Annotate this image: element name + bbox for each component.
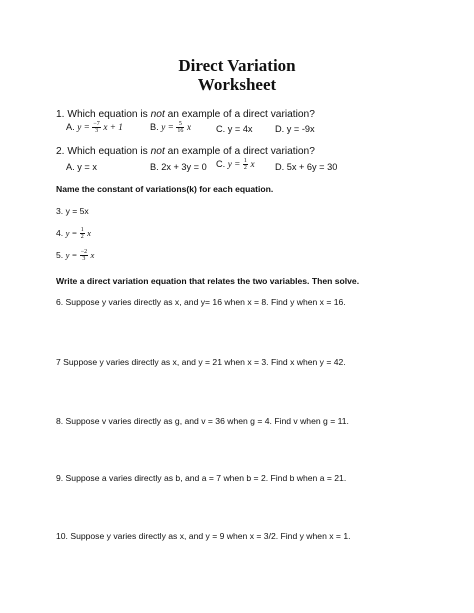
- question-5: [56, 249, 94, 262]
- fraction-numerator: −2: [80, 249, 88, 255]
- fraction-denominator: 3: [95, 128, 99, 134]
- equation-lhs: y =: [65, 227, 78, 238]
- option-fraction: [92, 121, 100, 134]
- question-2-option-a: [66, 162, 97, 172]
- section-heading-constant: Name the constant of variations(k) for each equation.: [56, 184, 274, 194]
- question-1-option-c: [216, 124, 253, 134]
- question-2-emphasis: not: [150, 146, 165, 157]
- fraction-numerator: 1: [80, 227, 84, 233]
- question-6: 6. Suppose y varies directly as x, and y= 16 when x = 8. Find y when x = 16.: [56, 297, 346, 307]
- option-text: y = -9x: [286, 124, 315, 134]
- title-line-1: Direct Variation: [178, 56, 296, 75]
- option-fraction: [176, 121, 184, 134]
- fraction-numerator: −7: [93, 121, 100, 127]
- option-rhs: x + 1: [103, 121, 123, 132]
- question-2: [56, 146, 315, 157]
- question-3-number: 3.: [56, 206, 64, 216]
- question-1: [56, 109, 315, 120]
- option-text: 2x + 3y = 0: [161, 162, 207, 172]
- title-line-2: Worksheet: [197, 75, 277, 94]
- option-letter: D.: [275, 124, 285, 134]
- equation-lhs: y =: [65, 249, 78, 260]
- option-letter: A.: [66, 121, 75, 132]
- fraction-numerator: 5: [176, 121, 184, 128]
- equation-fraction: [80, 227, 85, 240]
- question-1-prompt-end: an example of a direct variation?: [167, 109, 315, 120]
- question-3: [56, 206, 89, 216]
- option-rhs: x: [186, 121, 192, 132]
- option-lhs: y =: [227, 158, 241, 169]
- option-letter: A.: [66, 162, 75, 172]
- question-3-equation: y = 5x: [65, 206, 89, 216]
- question-1-option-d: [275, 124, 315, 134]
- question-2-number: 2.: [56, 146, 65, 157]
- question-1-option-b: [150, 121, 191, 134]
- option-letter: C.: [216, 158, 226, 169]
- question-4: [56, 227, 91, 240]
- question-9: 9. Suppose a varies directly as b, and a = 7 when b = 2. Find b when a = 21.: [56, 473, 347, 483]
- option-lhs: y =: [77, 121, 90, 132]
- section-heading-solve: Write a direct variation equation that relates the two variables. Then solve.: [56, 276, 360, 286]
- equation-rhs: x: [90, 249, 95, 260]
- option-letter: D.: [275, 162, 285, 172]
- question-1-prompt-start: Which equation is: [67, 109, 148, 120]
- question-2-prompt-start: Which equation is: [67, 146, 148, 157]
- question-1-emphasis: not: [150, 109, 165, 120]
- option-letter: C.: [216, 124, 226, 134]
- fraction-denominator: 3: [82, 256, 86, 262]
- equation-fraction: [80, 249, 88, 262]
- option-letter: B.: [150, 162, 159, 172]
- question-2-prompt-end: an example of a direct variation?: [167, 146, 315, 157]
- question-2-option-b: [150, 162, 207, 172]
- equation-rhs: x: [87, 227, 91, 238]
- question-8: 8. Suppose v varies directly as g, and v = 36 when g = 4. Find v when g = 11.: [56, 416, 349, 426]
- option-rhs: x: [250, 158, 255, 169]
- fraction-denominator: 2: [243, 165, 247, 171]
- option-text: y = x: [77, 162, 97, 172]
- question-10: 10. Suppose y varies directly as x, and y = 9 when x = 3/2. Find y when x = 1.: [56, 531, 351, 541]
- option-letter: B.: [150, 121, 159, 132]
- fraction-denominator: 2: [80, 234, 84, 240]
- question-5-number: 5.: [56, 249, 64, 260]
- question-4-number: 4.: [56, 227, 64, 238]
- fraction-denominator: 16: [177, 128, 184, 134]
- option-text: y = 4x: [227, 124, 253, 134]
- question-1-number: 1.: [56, 109, 65, 120]
- option-fraction: [243, 158, 248, 171]
- fraction-numerator: 1: [243, 158, 247, 164]
- question-1-option-a: [66, 121, 123, 134]
- option-lhs: y =: [161, 121, 174, 132]
- option-text: 5x + 6y = 30: [286, 162, 338, 172]
- question-2-option-d: [275, 162, 337, 172]
- question-7: 7 Suppose y varies directly as x, and y = 21 when x = 3. Find x when y = 42.: [56, 357, 346, 367]
- question-2-option-c: [216, 158, 255, 171]
